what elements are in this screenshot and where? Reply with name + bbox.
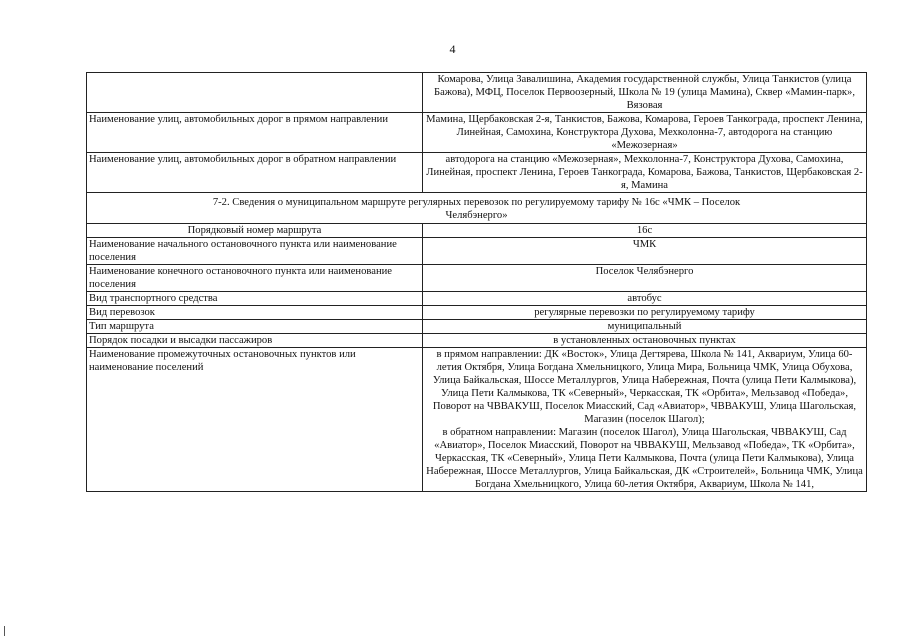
table-row bbox=[87, 334, 867, 348]
end-stop-label: Наименование конечного остановочного пункта или наименование поселения bbox=[87, 265, 423, 292]
table-row bbox=[87, 113, 867, 153]
row-value-backward-streets: автодорога на станцию «Межозерная», Мехколонна-7, Конструктора Духова, Самохина, Линейная, проспект Ленина, Героев Танкограда, Комарова, Бажова, Танкистов, Щербаковская 2-я, Мамина bbox=[423, 153, 867, 193]
page-number: 4 bbox=[449, 42, 456, 56]
route-type-label: Тип маршрута bbox=[87, 320, 423, 334]
row-value-previous-streets: Комарова, Улица Завалишина, Академия государственной службы, Улица Танкистов (улица Бажова), МФЦ, Поселок Первоозерный, Школа № 19 (улица Мамина), Сквер «Мамин-парк», Вязовая bbox=[423, 73, 867, 113]
vehicle-type-value: автобус bbox=[423, 292, 867, 306]
end-stop-value: Поселок Челябэнерго bbox=[423, 265, 867, 292]
vehicle-type-label: Вид транспортного средства bbox=[87, 292, 423, 306]
table-row bbox=[87, 153, 867, 193]
table-row bbox=[87, 265, 867, 292]
scan-edge-mark bbox=[4, 626, 5, 636]
transport-kind-label: Вид перевозок bbox=[87, 306, 423, 320]
stops-backward: в обратном направлении: Магазин (поселок Шагол), Улица Шагольская, ЧВВАКУШ, Сад «Авиатор», Поселок Миасский, Поворот на ЧВВАКУШ, Мельзавод «Победа», ТК «Орбита», Черкасская, ТК «Северный», Улица Пети Калмыкова, Почта (улица Пети Калмыкова), Улица Набережная, Шоссе Металлургов, Улица Байкальская, ДК «Строителей», Больница ЧМК, Улица Богдана Хмельницкого, Улица 60-летия Октября, Аквариум, Школа № 141, bbox=[426, 427, 863, 491]
route-info-table bbox=[86, 72, 867, 492]
table-row bbox=[87, 224, 867, 238]
start-stop-value: ЧМК bbox=[423, 238, 867, 265]
section-title-row bbox=[87, 193, 867, 224]
intermediate-stops-label: Наименование промежуточных остановочных пунктов или наименование поселений bbox=[87, 348, 423, 492]
table-row bbox=[87, 292, 867, 306]
table-row bbox=[87, 320, 867, 334]
row-label-empty bbox=[87, 73, 423, 113]
boarding-order-value: в установленных остановочных пунктах bbox=[423, 334, 867, 348]
table-row bbox=[87, 73, 867, 113]
table-row bbox=[87, 238, 867, 265]
table-row bbox=[87, 306, 867, 320]
route-type-value: муниципальный bbox=[423, 320, 867, 334]
row-value-forward-streets: Мамина, Щербаковская 2-я, Танкистов, Бажова, Комарова, Героев Танкограда, проспект Ленина, Линейная, Самохина, Конструктора Духова, Мехколонна-7, автодорога на станцию «Межозерная» bbox=[423, 113, 867, 153]
transport-kind-value: регулярные перевозки по регулируемому тарифу bbox=[423, 306, 867, 320]
row-label-backward-streets: Наименование улиц, автомобильных дорог в обратном направлении bbox=[87, 153, 423, 193]
route-number-value: 16с bbox=[423, 224, 867, 238]
stops-forward: в прямом направлении: ДК «Восток», Улица Дегтярева, Школа № 141, Аквариум, Улица 60-летия Октября, Улица Богдана Хмельницкого, Улица Мира, Больница ЧМК, Улица Обухова, Улица Байкальская, Шоссе Металлургов, Улица Набережная, Почта (улица Пети Калмыкова), Улица Пети Калмыкова, ТК «Северный», Черкасская, ТК «Орбита», Мельзавод «Победа», Поворот на ЧВВАКУШ, Поселок Миасский, Сад «Авиатор», ЧВВАКУШ, Улица Шагольская, Магазин (поселок Шагол); bbox=[432, 349, 857, 426]
start-stop-label: Наименование начального остановочного пункта или наименование поселения bbox=[87, 238, 423, 265]
section-title: 7-2. Сведения о муниципальном маршруте регулярных перевозок по регулируемому тарифу № 16с «ЧМК – Поселок Челябэнерго» bbox=[87, 193, 867, 224]
boarding-order-label: Порядок посадки и высадки пассажиров bbox=[87, 334, 423, 348]
route-number-label: Порядковый номер маршрута bbox=[87, 224, 423, 238]
table-row bbox=[87, 348, 867, 492]
intermediate-stops-value bbox=[423, 348, 867, 492]
row-label-forward-streets: Наименование улиц, автомобильных дорог в прямом направлении bbox=[87, 113, 423, 153]
